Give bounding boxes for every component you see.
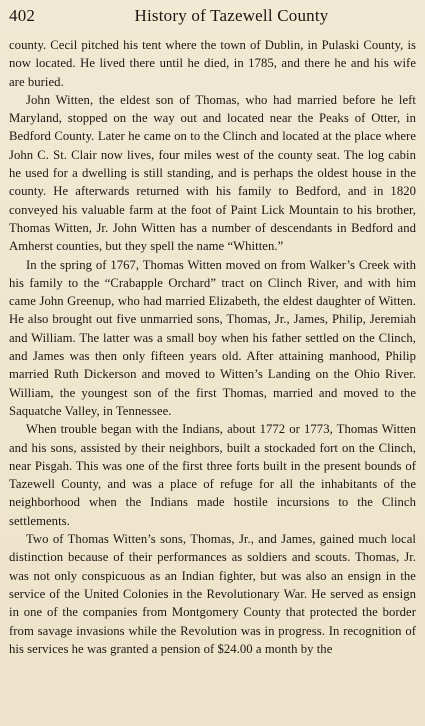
- page-number: 402: [9, 6, 36, 25]
- page-header: [9, 6, 416, 30]
- paragraph-john-witten: John Witten, the eldest son of Thomas, who had married before he left Maryland, stopped on the way out and located near the Peaks of Otter, in Bedford County. Later he came on to the Clinch and located at the place where John C. St. Clair now lives, four miles west of the county seat. The log cabin he used for a dwelling is still standing, and is perhaps the oldest house in the county. He afterwards returned with his family to Bedford, and in 1820 conveyed his valuable farm at the foot of Paint Lick Mountain to his brother, Thomas Witten, Jr. John Witten has a number of descendants in Bedford and Amherst counties, but they spell the name “Whitten.”: [9, 92, 416, 254]
- page-body: [9, 36, 416, 658]
- paragraph-witten-sons: Two of Thomas Witten’s sons, Thomas, Jr., and James, gained much local distinction because of their performances as soldiers and scouts. Thomas, Jr. was not only conspicuous as an Indian fighter, but was also an ensign in the service of the United Colonies in the Revolutionary War. He served as ensign in one of the companies from Montgomery County that protected the border from savage invasions while the Revolution was in progress. In recognition of his services he was granted a pension of $24.00 a month by the: [9, 532, 416, 656]
- paragraph-spring-1767: In the spring of 1767, Thomas Witten moved on from Walker’s Creek with his family to the “Crabapple Orchard” tract on Clinch River, and with him came John Greenup, who had married Elizabeth, the eldest daughter of Witten. He also brought out five unmarried sons, Thomas, Jr., James, Philip, Jeremiah and William. The latter was a small boy when his father settled on the Clinch, and James was then only fifteen years old. After attaining manhood, Philip married Ruth Dickerson and moved to Witten’s Landing on the Ohio River. William, the youngest son of the first Thomas, married and moved to the Saquatche Valley, in Tennessee.: [9, 257, 416, 418]
- paragraph-indian-trouble: When trouble began with the Indians, about 1772 or 1773, Thomas Witten and his sons, assisted by their neighbors, built a stockaded fort on the Clinch, near Pisgah. This was one of the first three forts built in the present bounds of Tazewell County, and was a place of refuge for all the inhabitants of the neighborhood when the Indians made hostile incursions to the Clinch settlements.: [9, 422, 416, 528]
- paragraph-continued: county. Cecil pitched his tent where the town of Dublin, in Pulaski County, is now located. He lived there until he died, in 1785, and there he and his wife are buried.: [9, 38, 416, 89]
- running-head: History of Tazewell County: [134, 6, 329, 25]
